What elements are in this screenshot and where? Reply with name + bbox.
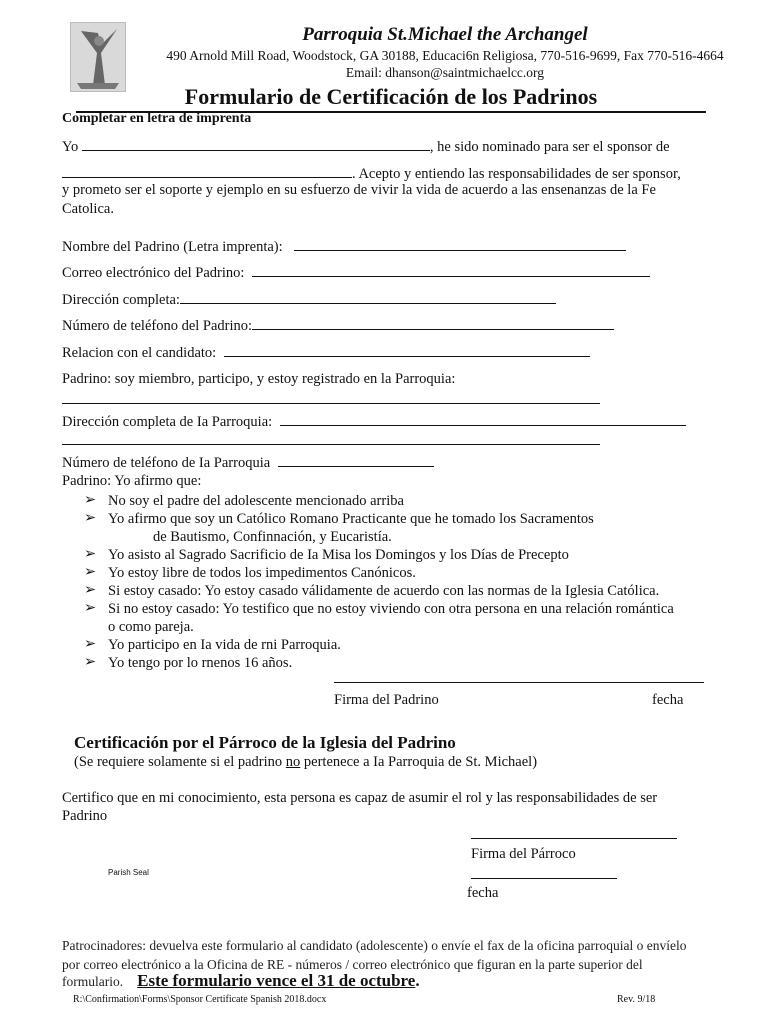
footer-note-formulario: formulario. [62, 974, 124, 989]
field-sponsor-email-label: Correo electrónico del Padrino: [62, 265, 245, 281]
member-parish-input[interactable] [62, 403, 600, 404]
revision-label: Rev. 9/18 [617, 994, 656, 1005]
note-text: (Se requiere solamente si el padrino [74, 754, 286, 770]
field-phone-label: Número de teléfono del Padrino: [62, 318, 253, 334]
bullet-icon: ➢ [84, 546, 97, 562]
intro-nominated: , he sido nominado para ser el sponsor de [429, 139, 670, 155]
bullet-icon: ➢ [84, 582, 97, 598]
pastor-section-title: Certificación por el Párroco de la Iglesia del Padrino [74, 733, 456, 752]
deadline-period: . [415, 971, 420, 990]
sponsor-email-input[interactable] [252, 262, 650, 277]
affirmation-item: Yo tengo por lo rnenos 16 años. [108, 655, 293, 671]
field-parish-address [62, 411, 686, 432]
affirm-heading: Padrino: Yo afirmo que: [62, 473, 202, 489]
affirmation-item-continued: de Bautismo, Confinnación, y Eucaristía. [153, 529, 392, 545]
affirmation-item: No soy el padre del adolescente mencionado arriba [108, 493, 404, 509]
note-text: pertenece a Ia Parroquia de St. Michael) [300, 754, 538, 770]
affirmation-item: Yo estoy libre de todos los impedimentos Canónicos. [108, 565, 416, 581]
footer-note-line-3 [62, 971, 420, 991]
field-sponsor-name-label: Nombre del Padrino (Letra imprenta): [62, 239, 283, 255]
field-parish-address-label: Dirección completa de Ia Parroquia: [62, 414, 273, 430]
intro-yo: Yo [62, 139, 79, 155]
pastor-signature-line[interactable] [471, 838, 677, 839]
sponsor-name-blank[interactable] [82, 136, 430, 151]
pastor-date-label: fecha [467, 885, 499, 901]
parish-seal-label: Parish Seal [108, 868, 149, 877]
parish-name: Parroquia St.Michael the Archangel [302, 24, 588, 45]
field-address-label: Dirección completa: [62, 292, 180, 308]
bullet-icon: ➢ [84, 564, 97, 580]
intro-promise: y prometo ser el soporte y ejemplo en su esfuerzo de vivir la vida de acuerdo a las ensenanzas de la Fe [62, 182, 656, 198]
footer-note-line-1: Patrocinadores: devuelva este formulario al candidato (adolescente) o envíe el fax de la oficina parroquial o envíelo [62, 938, 687, 953]
bullet-icon: ➢ [84, 600, 97, 616]
affirmation-item: Yo participo en Ia vida de rni Parroquia. [108, 637, 341, 653]
pastor-section-note [74, 753, 537, 772]
file-path: R:\Confirmation\Forms\Sponsor Certificate Spanish 2018.docx [73, 994, 327, 1005]
parish-address: 490 Arnold Mill Road, Woodstock, GA 30188, Educaci6n Religiosa, 770-516-9699, Fax 770-516-4664 [166, 48, 724, 63]
affirmation-item: Si no estoy casado: Yo testifico que no estoy viviendo con otra persona en una relación romántica [108, 601, 674, 617]
affirmation-item-continued: o como pareja. [108, 619, 194, 635]
candidate-name-blank[interactable] [62, 163, 352, 178]
intro-line-1 [62, 136, 670, 157]
certify-line-1: Certifico que en mi conocimiento, esta persona es capaz de asumir el rol y las responsabilidades de ser [62, 790, 658, 806]
sponsor-name-input[interactable] [294, 236, 626, 251]
field-relation [62, 342, 590, 363]
archangel-image-icon [71, 23, 125, 91]
field-phone [62, 315, 614, 336]
field-sponsor-name [62, 236, 626, 257]
field-member-label: Padrino: soy miembro, participo, y estoy registrado en la Parroquia: [62, 371, 456, 387]
form-title: Formulario de Certificación de los Padrinos [76, 83, 706, 113]
intro-accept: . Acepto y entiendo las responsabilidades de ser sponsor, [352, 166, 681, 182]
field-sponsor-email [62, 262, 650, 283]
parish-address-input[interactable] [280, 411, 686, 426]
affirmation-item: Yo afirmo que soy un Católico Romano Practicante que he tomado los Sacramentos [108, 511, 594, 527]
bullet-icon: ➢ [84, 654, 97, 670]
sponsor-signature-label: Firma del Padrino [334, 692, 439, 708]
intro-catolica: Catolica. [62, 201, 114, 217]
deadline-text: Este formulario vence el 31 de octubre [137, 971, 416, 990]
pastor-signature-label: Firma del Párroco [471, 846, 576, 862]
sponsor-date-label: fecha [652, 692, 684, 708]
parish-logo [70, 22, 126, 92]
affirmation-item: Yo asisto al Sagrado Sacrificio de Ia Misa los Domingos y los Días de Precepto [108, 547, 569, 563]
field-parish-phone [62, 452, 434, 473]
bullet-icon: ➢ [84, 636, 97, 652]
parish-address-input-2[interactable] [62, 444, 600, 445]
certify-line-2: Padrino [62, 808, 108, 824]
print-instruction: Completar en letra de imprenta [62, 111, 252, 126]
footer-note-line-2: por correo electrónico a la Oficina de RE - números / correo electrónico que figuran en la parte superior del [62, 957, 643, 972]
field-address [62, 289, 556, 310]
relation-input[interactable] [224, 342, 590, 357]
phone-input[interactable] [252, 315, 614, 330]
bullet-icon: ➢ [84, 510, 97, 526]
affirmation-item: Si estoy casado: Yo estoy casado válidamente de acuerdo con las normas de la Iglesia Católica. [108, 583, 660, 599]
field-relation-label: Relacion con el candidato: [62, 345, 217, 361]
pastor-date-line[interactable] [471, 878, 617, 879]
bullet-icon: ➢ [84, 492, 97, 508]
parish-phone-input[interactable] [278, 452, 434, 467]
sponsor-signature-line[interactable] [334, 682, 704, 683]
parish-email: Email: dhanson@saintmichaelcc.org [345, 65, 545, 80]
note-emphasis: no [285, 754, 301, 770]
address-input[interactable] [180, 289, 556, 304]
field-parish-phone-label: Número de teléfono de Ia Parroquia [62, 455, 271, 471]
